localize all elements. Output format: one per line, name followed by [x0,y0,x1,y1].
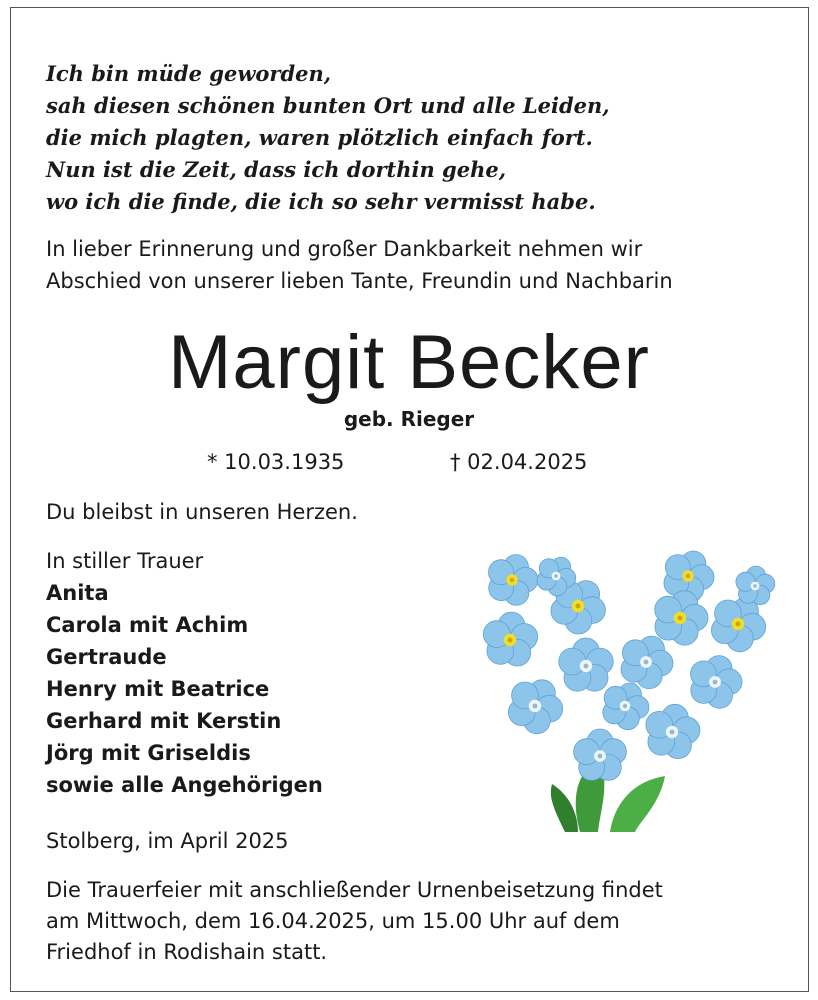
flower [646,704,700,758]
mourner: Anita [46,581,109,605]
flower-eye [584,664,589,669]
flower-eye [510,578,515,583]
petal [559,648,586,675]
mourner: Carola mit Achim [46,613,249,637]
flower-eye [533,704,538,709]
flower-eye [598,754,603,759]
poem-line: wo ich die finde, die ich so sehr vermisst habe. [46,189,596,214]
flower [603,683,649,730]
flower [489,555,539,606]
flower-eye [736,622,741,627]
poem [46,58,610,218]
flower-eye [554,574,558,578]
poem-line: sah diesen schönen bunten Ort und alle Leiden, [46,93,610,118]
flower-eye [753,584,757,588]
flower [655,591,708,646]
flower [574,729,627,780]
mourner: Gerhard mit Kerstin [46,709,282,733]
deceased-name: Margit Becker [168,320,650,405]
ceremony-line: Die Trauerfeier mit anschließender Urnenbeisetzung findet [46,878,663,902]
leaf [610,776,665,832]
flower [736,566,775,605]
flower-eye [678,616,683,621]
petal [574,739,600,765]
flower-eye [713,680,718,685]
ceremony-info [46,875,663,968]
flower-eye [508,638,513,643]
mourner: sowie alle Angehörigen [46,773,323,797]
mourners-list [46,577,323,801]
flower [483,612,537,666]
maiden-name: geb. Rieger [343,407,475,431]
flower-eye [576,604,581,609]
mourner: Henry mit Beatrice [46,677,270,701]
intro-line: In lieber Erinnerung und großer Dankbarkeit nehmen wir [46,237,643,261]
place-date: Stolberg, im April 2025 [46,829,289,853]
flower [711,598,765,652]
poem-line: Nun ist die Zeit, dass ich dorthin gehe, [46,157,507,182]
leaf [551,784,578,832]
intro-text [46,233,673,297]
mourner: Jörg mit Griseldis [46,741,251,765]
flower-blossoms [483,551,775,780]
ceremony-line: am Mittwoch, dem 16.04.2025, um 15.00 Uhr auf dem [46,909,620,933]
intro-line: Abschied von unserer lieben Tante, Freundin und Nachbarin [46,269,673,293]
flower [559,638,613,691]
flower-eye [670,730,675,735]
flower [621,636,673,689]
flower-eye [623,704,627,708]
flower [691,656,743,709]
flower [508,680,562,734]
forget-me-not-heart-icon [460,536,788,832]
flower-eye [644,660,649,665]
mourner: Gertraude [46,645,167,669]
mourning-label: In stiller Trauer [46,549,204,573]
birth-date: * 10.03.1935 [207,450,345,474]
flower-eye [686,574,691,579]
poem-line: die mich plagten, waren plötzlich einfach fort. [46,125,593,150]
ceremony-line: Friedhof in Rodishain statt. [46,940,328,964]
motto: Du bleibst in unseren Herzen. [46,500,358,524]
poem-line: Ich bin müde geworden, [46,61,332,86]
death-date: † 02.04.2025 [450,450,588,474]
